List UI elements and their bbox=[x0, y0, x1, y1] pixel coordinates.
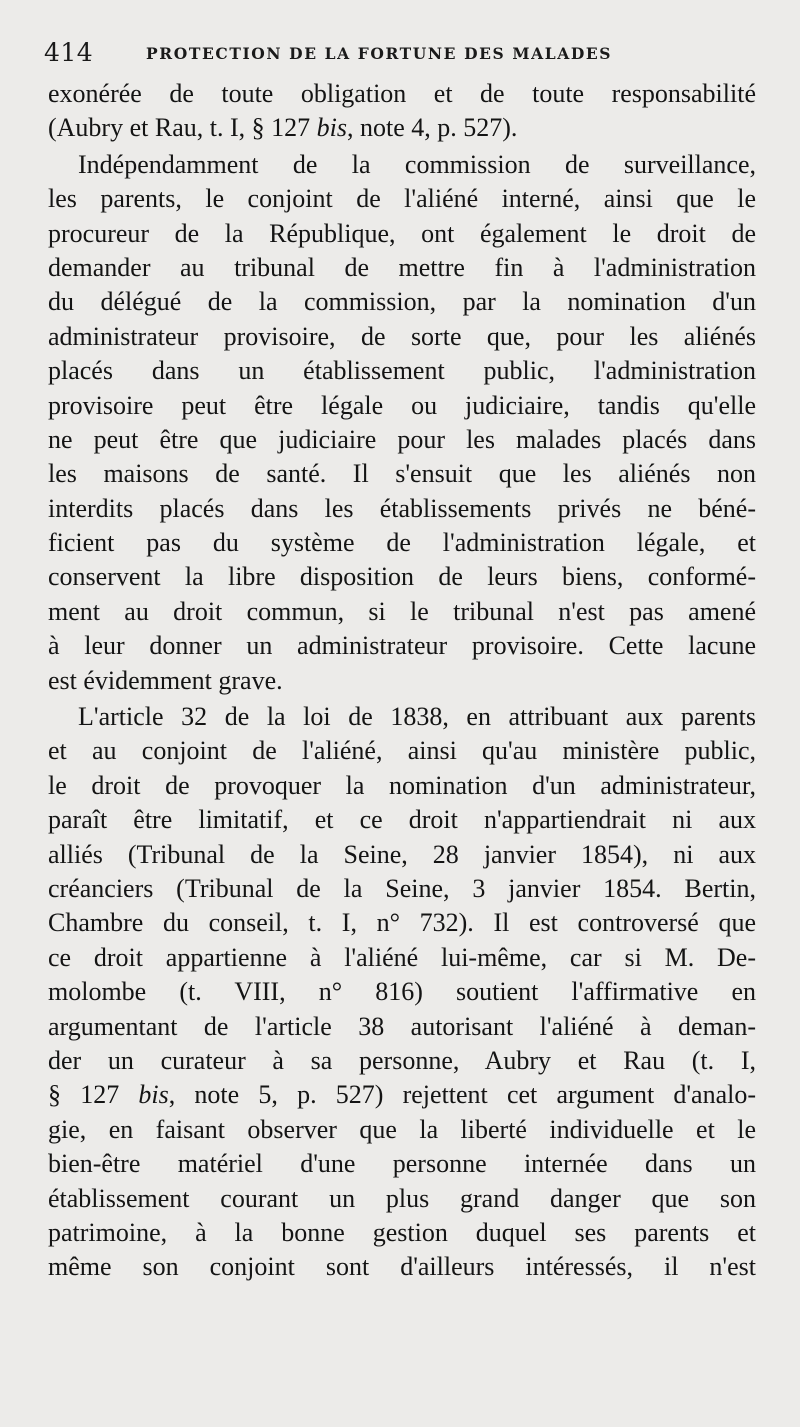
text-line: exonérée de toute obligation et de toute responsabilité bbox=[48, 79, 756, 108]
text-line: molombe (t. VIII, n° 816) soutient l'affirmative en bbox=[48, 977, 756, 1007]
body-text bbox=[48, 77, 756, 1285]
text-line: interdits placés dans les établissements privés ne béné- bbox=[48, 493, 756, 523]
text-line: les maisons de santé. Il s'ensuit que les aliénés non bbox=[48, 459, 756, 489]
text-line: provisoire peut être légale ou judiciaire, tandis qu'elle bbox=[48, 390, 756, 420]
text-line: paraît être limitatif, et ce droit n'appartiendrait ni aux bbox=[48, 805, 756, 835]
running-head bbox=[44, 38, 764, 68]
text-line: L'article 32 de la loi de 1838, en attribuant aux parents bbox=[78, 702, 756, 732]
text-line: Indépendamment de la commission de surveillance, bbox=[78, 149, 756, 179]
text-line: § 127 bis, note 5, p. 527) rejettent cet argument d'analo- bbox=[48, 1080, 757, 1110]
running-title: PROTECTION DE LA FORTUNE DES MALADES bbox=[146, 44, 613, 63]
text-line: et au conjoint de l'aliéné, ainsi qu'au ministère public, bbox=[48, 736, 756, 766]
text-line: administrateur provisoire, de sorte que, pour les aliénés bbox=[48, 321, 756, 351]
text-line: les parents, le conjoint de l'aliéné interné, ainsi que le bbox=[48, 184, 756, 214]
text-line: établissement courant un plus grand danger que son bbox=[48, 1183, 756, 1213]
paragraph-2 bbox=[48, 148, 756, 698]
text-line: gie, en faisant observer que la liberté individuelle et le bbox=[48, 1114, 756, 1144]
text-line: ce droit appartienne à l'aliéné lui-même, car si M. De- bbox=[48, 942, 756, 972]
text-line: placés dans un établissement public, l'administration bbox=[48, 356, 756, 386]
text-line: bien-être matériel d'une personne internée dans un bbox=[48, 1149, 756, 1179]
text-line: der un curateur à sa personne, Aubry et Rau (t. I, bbox=[48, 1045, 756, 1075]
text-line: (Aubry et Rau, t. I, § 127 bis, note 4, p. 527). bbox=[48, 113, 518, 143]
text-line: alliés (Tribunal de la Seine, 28 janvier 1854), ni aux bbox=[48, 839, 756, 869]
text-line: ment au droit commun, si le tribunal n'est pas amené bbox=[48, 596, 756, 626]
text-line: ficient pas du système de l'administration légale, et bbox=[48, 528, 756, 558]
text-line: demander au tribunal de mettre fin à l'administration bbox=[48, 252, 756, 282]
text-line: même son conjoint sont d'ailleurs intéressés, il n'est bbox=[48, 1252, 756, 1282]
text-line: du délégué de la commission, par la nomination d'un bbox=[48, 287, 756, 317]
text-line: le droit de provoquer la nomination d'un administrateur, bbox=[48, 770, 756, 800]
text-line: à leur donner un administrateur provisoire. Cette lacune bbox=[48, 631, 756, 661]
text-line: ne peut être que judiciaire pour les malades placés dans bbox=[48, 424, 756, 454]
paragraph-1 bbox=[48, 77, 756, 146]
text-line: patrimoine, à la bonne gestion duquel ses parents et bbox=[48, 1217, 756, 1247]
text-line: créanciers (Tribunal de la Seine, 3 janvier 1854. Bertin, bbox=[48, 873, 756, 903]
text-line: conservent la libre disposition de leurs biens, conformé- bbox=[48, 562, 756, 592]
text-line: procureur de la République, ont également le droit de bbox=[48, 218, 756, 248]
text-line: argumentant de l'article 38 autorisant l'aliéné à deman- bbox=[48, 1011, 756, 1041]
page-number: 414 bbox=[44, 38, 94, 67]
paragraph-3 bbox=[48, 700, 756, 1285]
text-line: Chambre du conseil, t. I, n° 732). Il est controversé que bbox=[48, 908, 756, 938]
text-line: est évidemment grave. bbox=[48, 665, 283, 695]
